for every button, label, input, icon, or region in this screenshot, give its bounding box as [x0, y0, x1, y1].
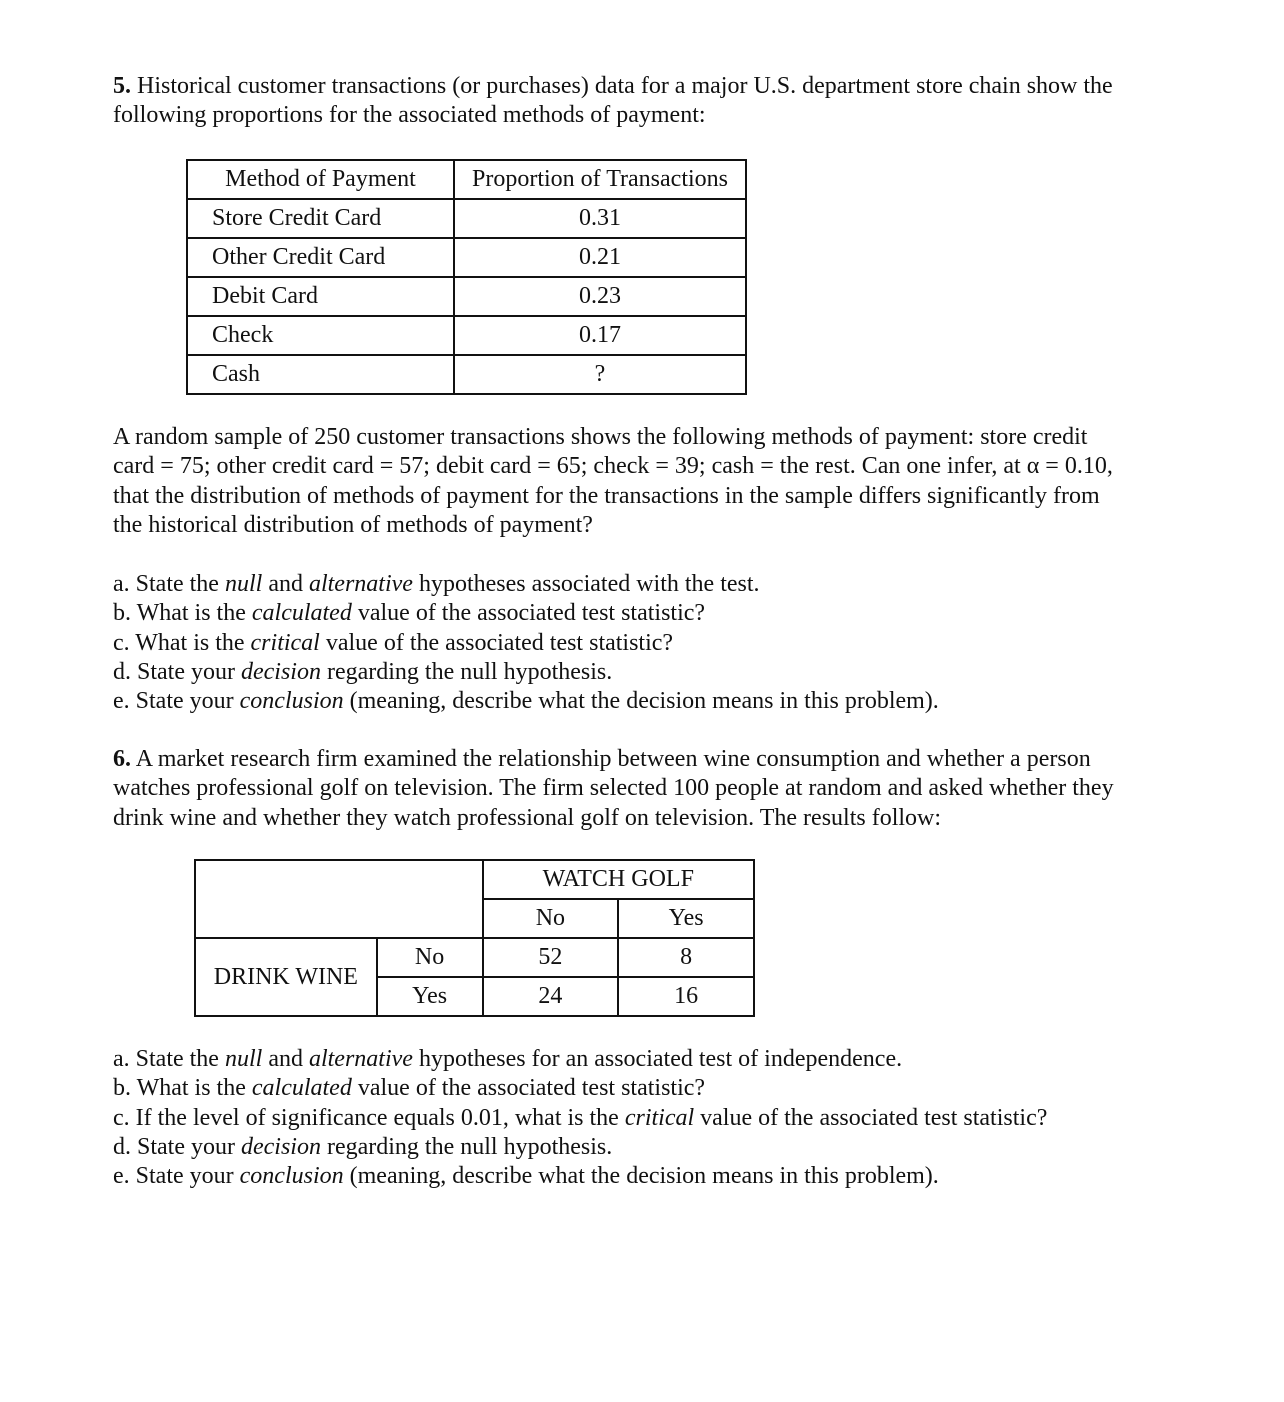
row-header: No	[377, 938, 483, 977]
q-emph: conclusion	[239, 688, 344, 715]
q-emph: calculated	[251, 1075, 352, 1102]
proportion-cell: ?	[454, 355, 746, 394]
contingency-table	[194, 859, 755, 1017]
q6-intro	[113, 745, 1183, 833]
q-text: d. State your	[113, 658, 241, 685]
paragraph-line: that the distribution of methods of payment for the transactions in the sample differs significantly from	[113, 482, 1100, 509]
table-row	[187, 199, 746, 238]
table-row	[187, 355, 746, 394]
q6-questions	[113, 1045, 1183, 1191]
question-e	[113, 687, 1183, 716]
q5-paragraph	[113, 423, 1183, 540]
proportion-cell: 0.23	[454, 277, 746, 316]
row-header: Yes	[377, 977, 483, 1016]
q-emph: decision	[240, 1133, 321, 1160]
q-emph: null	[224, 1046, 263, 1072]
q-text: value of the associated test statistic?	[351, 600, 706, 627]
q-emph: critical	[250, 629, 320, 656]
q-text: hypotheses associated with the test.	[412, 571, 760, 597]
count-cell: 16	[618, 977, 754, 1016]
q-emph: alternative	[308, 1046, 413, 1072]
q-text: b. What is the	[113, 1075, 252, 1102]
q-text: a. State the	[113, 571, 225, 597]
q-text: regarding the null hypothesis.	[320, 658, 613, 685]
q-text: a. State the	[113, 1046, 225, 1072]
method-cell: Cash	[187, 355, 454, 394]
q-emph: critical	[624, 1104, 695, 1131]
method-cell: Other Credit Card	[187, 238, 454, 277]
table-row	[187, 316, 746, 355]
table-row	[187, 238, 746, 277]
count-cell: 52	[483, 938, 619, 977]
q-text: value of the associated test statistic?	[351, 1075, 706, 1102]
proportion-cell: 0.31	[454, 199, 746, 238]
q-text: (meaning, describe what the decision means in this problem).	[343, 688, 939, 715]
q-text: b. What is the	[113, 600, 252, 627]
q-emph: null	[224, 571, 263, 597]
q-text: c. If the level of significance equals 0.01, what is the	[113, 1104, 625, 1131]
question-b	[113, 599, 1183, 628]
q-text: value of the associated test statistic?	[694, 1104, 1048, 1131]
q5-questions	[113, 570, 1183, 716]
q5-number: 5.	[113, 73, 131, 99]
q5-intro-line: following proportions for the associated methods of payment:	[113, 102, 706, 129]
q6-intro-line: A market research firm examined the relationship between wine consumption and whether a person	[135, 746, 1091, 772]
q6-intro-line: watches professional golf on television. The firm selected 100 people at random and asked whether they	[113, 775, 1114, 802]
blank-corner-cell	[195, 860, 483, 938]
question-b	[113, 1074, 1183, 1103]
question-d	[113, 1133, 1183, 1162]
col-group-header: WATCH GOLF	[483, 860, 755, 899]
question-e	[113, 1162, 1183, 1191]
col-header: Yes	[618, 899, 754, 938]
question-d	[113, 658, 1183, 687]
count-cell: 24	[483, 977, 619, 1016]
q-text: and	[262, 1046, 309, 1072]
row-group-header: DRINK WINE	[195, 938, 377, 1016]
count-cell: 8	[618, 938, 754, 977]
q-text: e. State your	[113, 688, 240, 715]
question-a	[113, 1045, 1183, 1074]
q-text: hypotheses for an associated test of independence.	[412, 1046, 903, 1072]
q-emph: alternative	[308, 571, 413, 597]
header-proportion: Proportion of Transactions	[454, 160, 746, 199]
method-cell: Store Credit Card	[187, 199, 454, 238]
q6-intro-line: drink wine and whether they watch professional golf on television. The results follow:	[113, 804, 942, 831]
q5-intro-line: Historical customer transactions (or purchases) data for a major U.S. department store chain show the	[137, 73, 1113, 99]
paragraph-line: the historical distribution of methods of payment?	[113, 511, 593, 538]
proportion-cell: 0.21	[454, 238, 746, 277]
table-header-row	[187, 160, 746, 199]
table-row	[187, 277, 746, 316]
q5-intro	[113, 72, 1183, 131]
q-text: e. State your	[113, 1163, 240, 1190]
paragraph-line: A random sample of 250 customer transactions shows the following methods of payment: store credit	[113, 424, 1088, 450]
method-cell: Check	[187, 316, 454, 355]
q-emph: calculated	[251, 600, 352, 627]
q-text: d. State your	[113, 1133, 241, 1160]
q-emph: conclusion	[239, 1163, 344, 1190]
header-method: Method of Payment	[187, 160, 454, 199]
q-text: regarding the null hypothesis.	[320, 1133, 613, 1160]
q-emph: decision	[240, 658, 321, 685]
proportion-cell: 0.17	[454, 316, 746, 355]
q-text: c. What is the	[113, 629, 251, 656]
q6-number: 6.	[113, 746, 131, 772]
question-c	[113, 629, 1183, 658]
paragraph-line: card = 75; other credit card = 57; debit card = 65; check = 39; cash = the rest. Can one infer, at α = 0.10,	[113, 453, 1113, 480]
q-text: and	[262, 571, 309, 597]
q-text: value of the associated test statistic?	[319, 629, 674, 656]
method-cell: Debit Card	[187, 277, 454, 316]
q-text: (meaning, describe what the decision means in this problem).	[343, 1163, 939, 1190]
payment-proportions-table	[186, 159, 747, 395]
col-header: No	[483, 899, 619, 938]
question-c	[113, 1104, 1183, 1133]
question-a	[113, 570, 1183, 599]
